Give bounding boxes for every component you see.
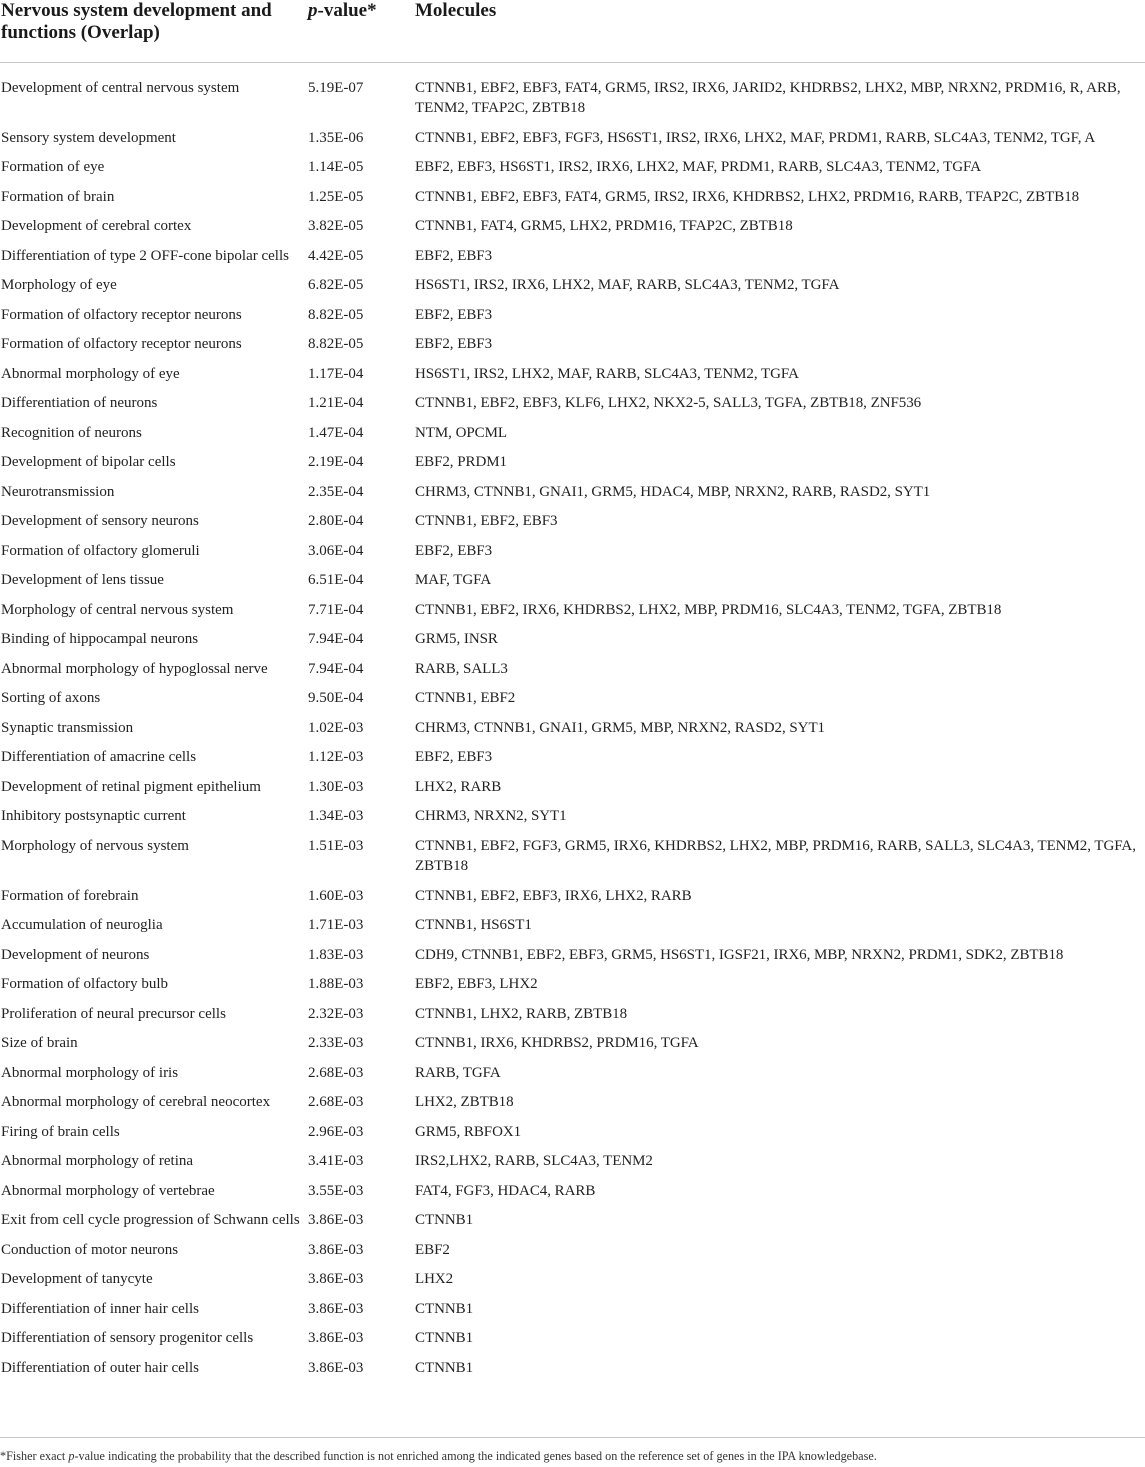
cell-function: Formation of forebrain	[1, 887, 139, 904]
table-row	[0, 124, 1145, 154]
cell-molecules: CHRM3, CTNNB1, GNAI1, GRM5, HDAC4, MBP, NRXN2, RARB, RASD2, SYT1	[415, 483, 931, 500]
cell-molecules: GRM5, INSR	[415, 631, 498, 648]
cell-pvalue: 1.71E-03	[308, 917, 364, 934]
table-row	[0, 773, 1145, 803]
table-row	[0, 1325, 1145, 1355]
table-row	[0, 360, 1145, 390]
cell-function: Formation of brain	[1, 188, 115, 205]
cell-molecules: EBF2, EBF3	[415, 247, 493, 264]
cell-function: Morphology of eye	[1, 277, 117, 294]
table-row	[0, 1266, 1145, 1296]
cell-pvalue: 8.82E-05	[308, 336, 364, 353]
cell-pvalue: 1.51E-03	[308, 837, 364, 854]
footnote-italic: p	[68, 1449, 75, 1463]
table-row	[0, 1236, 1145, 1266]
cell-molecules: CTNNB1, EBF2, EBF3, FAT4, GRM5, IRS2, IRX6, JARID2, KHDRBS2, LHX2, MBP, NRXN2, PRDM16, R, ARB, TENM2, TFAP2C, ZBTB18	[415, 80, 1121, 117]
table-row	[0, 655, 1145, 685]
cell-pvalue: 6.51E-04	[308, 572, 364, 589]
cell-molecules: CTNNB1, EBF2	[415, 690, 516, 707]
cell-function: Formation of olfactory receptor neurons	[1, 336, 242, 353]
cell-molecules: RARB, TGFA	[415, 1064, 501, 1081]
cell-pvalue: 3.86E-03	[308, 1359, 364, 1376]
footnote	[0, 1449, 1145, 1464]
cell-function: Abnormal morphology of vertebrae	[1, 1182, 215, 1199]
cell-function: Differentiation of neurons	[1, 395, 158, 412]
table-row	[0, 1295, 1145, 1325]
bottom-rule	[0, 1437, 1145, 1438]
cell-function: Development of central nervous system	[1, 80, 240, 96]
header-pvalue	[307, 0, 414, 63]
header-function: Nervous system development and functions (Overlap)	[0, 0, 307, 63]
table-row	[0, 882, 1145, 912]
header-pvalue-rest: -value*	[317, 0, 377, 21]
cell-molecules: NTM, OPCML	[415, 424, 508, 441]
cell-function: Synaptic transmission	[1, 719, 134, 736]
cell-function: Abnormal morphology of hypoglossal nerve	[1, 660, 268, 677]
table-row	[0, 626, 1145, 656]
table-row	[0, 183, 1145, 213]
table-row	[0, 803, 1145, 833]
cell-function: Sensory system development	[1, 129, 176, 146]
table-row	[0, 1030, 1145, 1060]
table-body	[0, 63, 1145, 1387]
cell-pvalue: 1.14E-05	[308, 159, 364, 176]
cell-molecules: LHX2	[415, 1271, 454, 1288]
cell-pvalue: 9.50E-04	[308, 690, 364, 707]
table-row	[0, 331, 1145, 361]
cell-molecules: GRM5, RBFOX1	[415, 1123, 522, 1140]
cell-function: Development of bipolar cells	[1, 454, 176, 471]
cell-molecules: CDH9, CTNNB1, EBF2, EBF3, GRM5, HS6ST1, IGSF21, IRX6, MBP, NRXN2, PRDM1, SDK2, ZBTB18	[415, 946, 1064, 963]
table-row	[0, 537, 1145, 567]
cell-molecules: CTNNB1	[415, 1359, 474, 1376]
cell-molecules: EBF2, PRDM1	[415, 454, 507, 471]
cell-pvalue: 2.68E-03	[308, 1094, 364, 1111]
cell-pvalue: 6.82E-05	[308, 277, 364, 294]
cell-molecules: CTNNB1	[415, 1212, 474, 1229]
cell-function: Development of lens tissue	[1, 572, 164, 589]
cell-molecules: CTNNB1, EBF2, FGF3, GRM5, IRX6, KHDRBS2, LHX2, MBP, PRDM16, RARB, SALL3, SLC4A3, TENM2, TGFA, ZBTB18	[415, 837, 1136, 875]
table-row	[0, 1148, 1145, 1178]
table-row	[0, 1177, 1145, 1207]
header-row	[0, 0, 1145, 63]
table-row	[0, 1059, 1145, 1089]
cell-molecules: CTNNB1, EBF2, EBF3, IRX6, LHX2, RARB	[415, 887, 692, 904]
cell-function: Exit from cell cycle progression of Schwann cells	[1, 1212, 300, 1229]
table-row	[0, 449, 1145, 479]
cell-pvalue: 3.41E-03	[308, 1153, 364, 1170]
cell-molecules: CTNNB1, EBF2, EBF3	[415, 513, 558, 530]
table-row	[0, 1000, 1145, 1030]
cell-pvalue: 1.35E-06	[308, 129, 364, 146]
cell-molecules: HS6ST1, IRS2, LHX2, MAF, RARB, SLC4A3, TENM2, TGFA	[415, 365, 799, 382]
cell-function: Differentiation of sensory progenitor cells	[1, 1330, 254, 1347]
cell-pvalue: 1.30E-03	[308, 778, 364, 795]
cell-molecules: CHRM3, CTNNB1, GNAI1, GRM5, MBP, NRXN2, RASD2, SYT1	[415, 719, 826, 736]
cell-function: Formation of olfactory receptor neurons	[1, 306, 242, 323]
footnote-after: -value indicating the probability that the described function is not enriched among the indicated genes based on the reference set of genes in the IPA knowledgebase.	[74, 1449, 877, 1463]
cell-molecules: CTNNB1, FAT4, GRM5, LHX2, PRDM16, TFAP2C, ZBTB18	[415, 218, 793, 235]
cell-function: Recognition of neurons	[1, 424, 142, 441]
table-row	[0, 912, 1145, 942]
cell-function: Development of sensory neurons	[1, 513, 199, 530]
cell-pvalue: 2.33E-03	[308, 1035, 364, 1052]
cell-function: Abnormal morphology of retina	[1, 1153, 194, 1170]
cell-function: Morphology of nervous system	[1, 837, 189, 854]
cell-pvalue: 3.86E-03	[308, 1241, 364, 1258]
cell-pvalue: 1.17E-04	[308, 365, 364, 382]
table-row	[0, 685, 1145, 715]
cell-function: Formation of eye	[1, 159, 105, 176]
cell-function: Neurotransmission	[1, 483, 115, 500]
cell-molecules: CTNNB1, IRX6, KHDRBS2, PRDM16, TGFA	[415, 1035, 699, 1052]
header-pvalue-italic: p	[308, 0, 318, 21]
cell-pvalue: 7.94E-04	[308, 631, 364, 648]
cell-molecules: CTNNB1	[415, 1330, 474, 1347]
cell-function: Binding of hippocampal neurons	[1, 631, 199, 648]
cell-function: Sorting of axons	[1, 690, 101, 707]
cell-molecules: CTNNB1, EBF2, EBF3, FGF3, HS6ST1, IRS2, IRX6, LHX2, MAF, PRDM1, RARB, SLC4A3, TENM2, TGF, A	[415, 129, 1096, 146]
cell-pvalue: 1.12E-03	[308, 749, 364, 766]
table-row	[0, 1207, 1145, 1237]
cell-function: Differentiation of outer hair cells	[1, 1359, 199, 1376]
cell-molecules: IRS2,LHX2, RARB, SLC4A3, TENM2	[415, 1153, 653, 1170]
cell-function: Differentiation of type 2 OFF-cone bipolar cells	[1, 247, 289, 264]
cell-molecules: CTNNB1, HS6ST1	[415, 917, 532, 934]
cell-molecules: EBF2, EBF3	[415, 542, 493, 559]
cell-molecules: RARB, SALL3	[415, 660, 508, 677]
cell-function: Abnormal morphology of cerebral neocortex	[1, 1094, 271, 1111]
cell-function: Conduction of motor neurons	[1, 1241, 179, 1258]
cell-function: Development of cerebral cortex	[1, 218, 192, 235]
table-row	[0, 1354, 1145, 1386]
cell-molecules: EBF2, EBF3	[415, 749, 493, 766]
cell-pvalue: 1.88E-03	[308, 976, 364, 993]
cell-function: Differentiation of inner hair cells	[1, 1300, 199, 1317]
cell-pvalue: 3.86E-03	[308, 1271, 364, 1288]
cell-molecules: MAF, TGFA	[415, 572, 492, 589]
cell-pvalue: 1.83E-03	[308, 946, 364, 963]
table-row	[0, 242, 1145, 272]
cell-molecules: LHX2, RARB	[415, 778, 502, 795]
cell-molecules: CTNNB1, EBF2, IRX6, KHDRBS2, LHX2, MBP, PRDM16, SLC4A3, TENM2, TGFA, ZBTB18	[415, 601, 1002, 618]
table-row	[0, 301, 1145, 331]
cell-function: Inhibitory postsynaptic current	[1, 808, 186, 825]
cell-pvalue: 3.82E-05	[308, 218, 364, 235]
cell-molecules: EBF2, EBF3, LHX2	[415, 976, 538, 993]
cell-pvalue: 2.80E-04	[308, 513, 364, 530]
cell-function: Proliferation of neural precursor cells	[1, 1005, 226, 1022]
cell-pvalue: 3.86E-03	[308, 1212, 364, 1229]
cell-pvalue: 1.25E-05	[308, 188, 364, 205]
table-row	[0, 154, 1145, 184]
table-row	[0, 971, 1145, 1001]
cell-function: Morphology of central nervous system	[1, 601, 234, 618]
cell-pvalue: 3.86E-03	[308, 1330, 364, 1347]
cell-function: Development of neurons	[1, 946, 150, 963]
cell-pvalue: 1.60E-03	[308, 887, 364, 904]
table-row	[0, 213, 1145, 243]
cell-molecules: CTNNB1, EBF2, EBF3, FAT4, GRM5, IRS2, IRX6, KHDRBS2, LHX2, PRDM16, RARB, TFAP2C, ZBTB18	[415, 188, 1080, 205]
footnote-before: *Fisher exact	[0, 1449, 69, 1463]
table-row	[0, 1089, 1145, 1119]
table-row	[0, 272, 1145, 302]
cell-pvalue: 1.21E-04	[308, 395, 364, 412]
cell-function: Size of brain	[1, 1035, 78, 1052]
header-molecules: Molecules	[414, 0, 1145, 63]
cell-molecules: CTNNB1, EBF2, EBF3, KLF6, LHX2, NKX2-5, SALL3, TGFA, ZBTB18, ZNF536	[415, 395, 922, 412]
cell-pvalue: 7.94E-04	[308, 660, 364, 677]
table-row	[0, 63, 1145, 125]
cell-pvalue: 7.71E-04	[308, 601, 364, 618]
cell-function: Differentiation of amacrine cells	[1, 749, 197, 766]
table-row	[0, 1118, 1145, 1148]
table-row	[0, 832, 1145, 882]
cell-molecules: LHX2, ZBTB18	[415, 1094, 514, 1111]
cell-molecules: HS6ST1, IRS2, IRX6, LHX2, MAF, RARB, SLC4A3, TENM2, TGFA	[415, 277, 840, 294]
cell-function: Formation of olfactory bulb	[1, 976, 169, 993]
cell-molecules: CTNNB1, LHX2, RARB, ZBTB18	[415, 1005, 628, 1022]
table-row	[0, 508, 1145, 538]
cell-pvalue: 8.82E-05	[308, 306, 364, 323]
cell-function: Abnormal morphology of iris	[1, 1064, 179, 1081]
cell-molecules: EBF2	[415, 1241, 450, 1258]
cell-pvalue: 2.68E-03	[308, 1064, 364, 1081]
cell-molecules: EBF2, EBF3	[415, 306, 493, 323]
cell-function: Development of tanycyte	[1, 1271, 153, 1288]
cell-function: Abnormal morphology of eye	[1, 365, 180, 382]
cell-pvalue: 1.34E-03	[308, 808, 364, 825]
cell-pvalue: 2.96E-03	[308, 1123, 364, 1140]
table-row	[0, 744, 1145, 774]
cell-pvalue: 2.35E-04	[308, 483, 364, 500]
cell-pvalue: 1.47E-04	[308, 424, 364, 441]
cell-molecules: EBF2, EBF3	[415, 336, 493, 353]
cell-pvalue: 1.02E-03	[308, 719, 364, 736]
cell-molecules: CHRM3, NRXN2, SYT1	[415, 808, 567, 825]
cell-molecules: FAT4, FGF3, HDAC4, RARB	[415, 1182, 596, 1199]
cell-pvalue: 3.55E-03	[308, 1182, 364, 1199]
table-row	[0, 567, 1145, 597]
table-row	[0, 941, 1145, 971]
table-row	[0, 714, 1145, 744]
table-row	[0, 596, 1145, 626]
cell-pvalue: 5.19E-07	[308, 80, 364, 96]
cell-pvalue: 2.19E-04	[308, 454, 364, 471]
cell-pvalue: 3.86E-03	[308, 1300, 364, 1317]
cell-molecules: CTNNB1	[415, 1300, 474, 1317]
cell-function: Formation of olfactory glomeruli	[1, 542, 200, 559]
cell-pvalue: 2.32E-03	[308, 1005, 364, 1022]
cell-pvalue: 3.06E-04	[308, 542, 364, 559]
cell-pvalue: 4.42E-05	[308, 247, 364, 264]
cell-function: Accumulation of neuroglia	[1, 917, 163, 934]
cell-function: Firing of brain cells	[1, 1123, 120, 1140]
cell-molecules: EBF2, EBF3, HS6ST1, IRS2, IRX6, LHX2, MAF, PRDM1, RARB, SLC4A3, TENM2, TGFA	[415, 159, 981, 176]
cell-function: Development of retinal pigment epithelium	[1, 778, 261, 795]
table-row	[0, 419, 1145, 449]
table-row	[0, 478, 1145, 508]
table-row	[0, 390, 1145, 420]
